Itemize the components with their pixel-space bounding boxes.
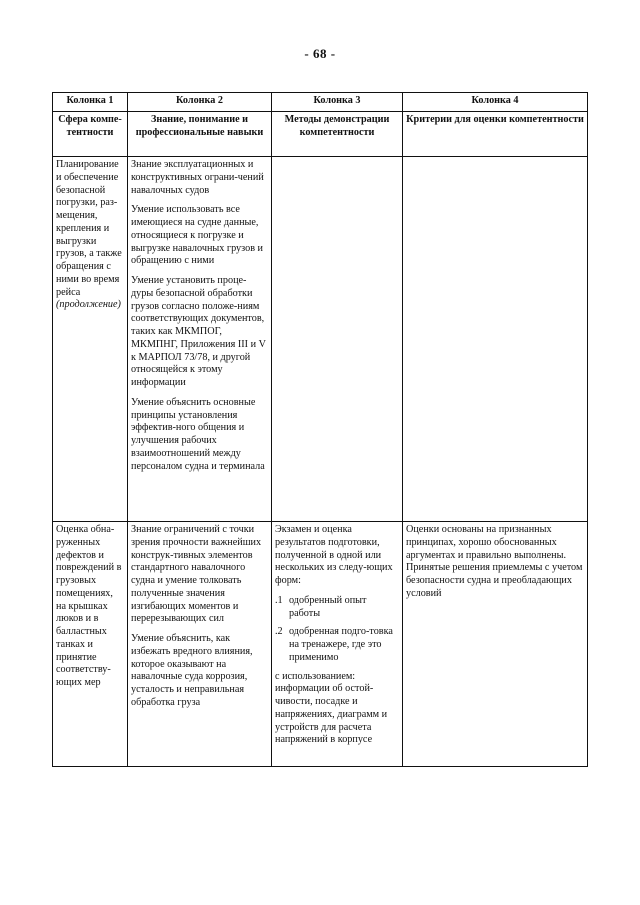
page-number: - 68 - — [304, 46, 336, 61]
column-header-row — [53, 112, 588, 157]
methods-cell — [272, 522, 403, 767]
competence-cell: Оценка обна-руженных дефектов и повреждений в грузовых помещениях, на крышках люков и в балластных танках и принятие соответству-ющих мер — [53, 522, 128, 767]
knowledge-paragraph: Знание эксплуатационных и конструктивных ограни-чений навалочных судов — [131, 159, 264, 196]
methods-intro: Экзамен и оценка результатов подготовки, полученной в одной или нескольких из следу-ющих форм: — [275, 524, 393, 586]
knowledge-paragraph: Умение объяснить, как избежать вредного влияния, которое оказывают на навалочные суда коррозия, усталость и неправильная обработка груза — [131, 633, 253, 708]
knowledge-paragraph: Умение использовать все имеющиеся на судне данные, относящиеся к погрузке и выгрузке навалочных грузов и обращению с ними — [131, 204, 264, 267]
header-methods: Методы демонстрации компетентности — [272, 112, 403, 157]
column-1-label: Колонка 1 — [53, 93, 128, 112]
competence-text: Планирование и обеспечение безопасной погрузки, раз-мещения, крепления и выгрузки грузов, а также обращения с ними во время рейса — [56, 159, 122, 298]
knowledge-paragraph: Умение установить проце-дуры безопасной обработки грузов согласно положе-ниям соответствующих документов, таких как МКМПОГ, МКМПНГ, Приложения III и V к МАРПОЛ 73/78, и другой относящейся к этому информации — [131, 275, 266, 388]
knowledge-cell — [128, 157, 272, 522]
criteria-cell — [403, 157, 588, 522]
methods-list-item — [275, 595, 399, 621]
knowledge-paragraph: Умение объяснить основные принципы установления эффектив-ного общения и улучшения рабочих взаимоотношений между персоналом судна и терминала — [131, 396, 265, 472]
header-competence: Сфера компе-тентности — [53, 112, 128, 157]
table-row — [53, 522, 588, 767]
column-3-label: Колонка 3 — [272, 93, 403, 112]
column-2-label: Колонка 2 — [128, 93, 272, 112]
table-row — [53, 157, 588, 522]
header-knowledge: Знание, понимание и профессиональные навыки — [128, 112, 272, 157]
methods-list-item — [275, 626, 399, 664]
competence-table — [52, 92, 588, 767]
list-item-number: .2 — [275, 626, 283, 638]
knowledge-paragraph: Знание ограничений с точки зрения прочности важнейших конструк-тивных элементов стандартного навалочного судна и умение толковать полученные значения изгибающих моментов и перерезывающих сил — [131, 524, 262, 625]
column-4-label: Колонка 4 — [403, 93, 588, 112]
list-item-number: .1 — [275, 594, 283, 606]
list-item-text: одобренный опыт работы — [289, 594, 367, 619]
knowledge-cell — [128, 522, 272, 767]
column-number-row — [53, 93, 588, 112]
list-item-text: одобренная подго-товка на тренажере, где это применимо — [289, 626, 393, 663]
header-criteria: Критерии для оценки компетентности — [403, 112, 588, 157]
criteria-cell: Оценки основаны на признанных принципах, хорошо обоснованных аргументах и правильно выполнены. Принятые решения приемлемы с учетом безопасности судна и преобладающих условий — [403, 522, 588, 767]
competence-cell — [53, 157, 128, 522]
methods-outro: с использованием: информации об остой-чивости, посадке и напряжениях, диаграмм и устройств для расчета напряжений в корпусе — [275, 670, 388, 746]
continuation-note: (продолжение) — [56, 299, 121, 311]
methods-cell — [272, 157, 403, 522]
